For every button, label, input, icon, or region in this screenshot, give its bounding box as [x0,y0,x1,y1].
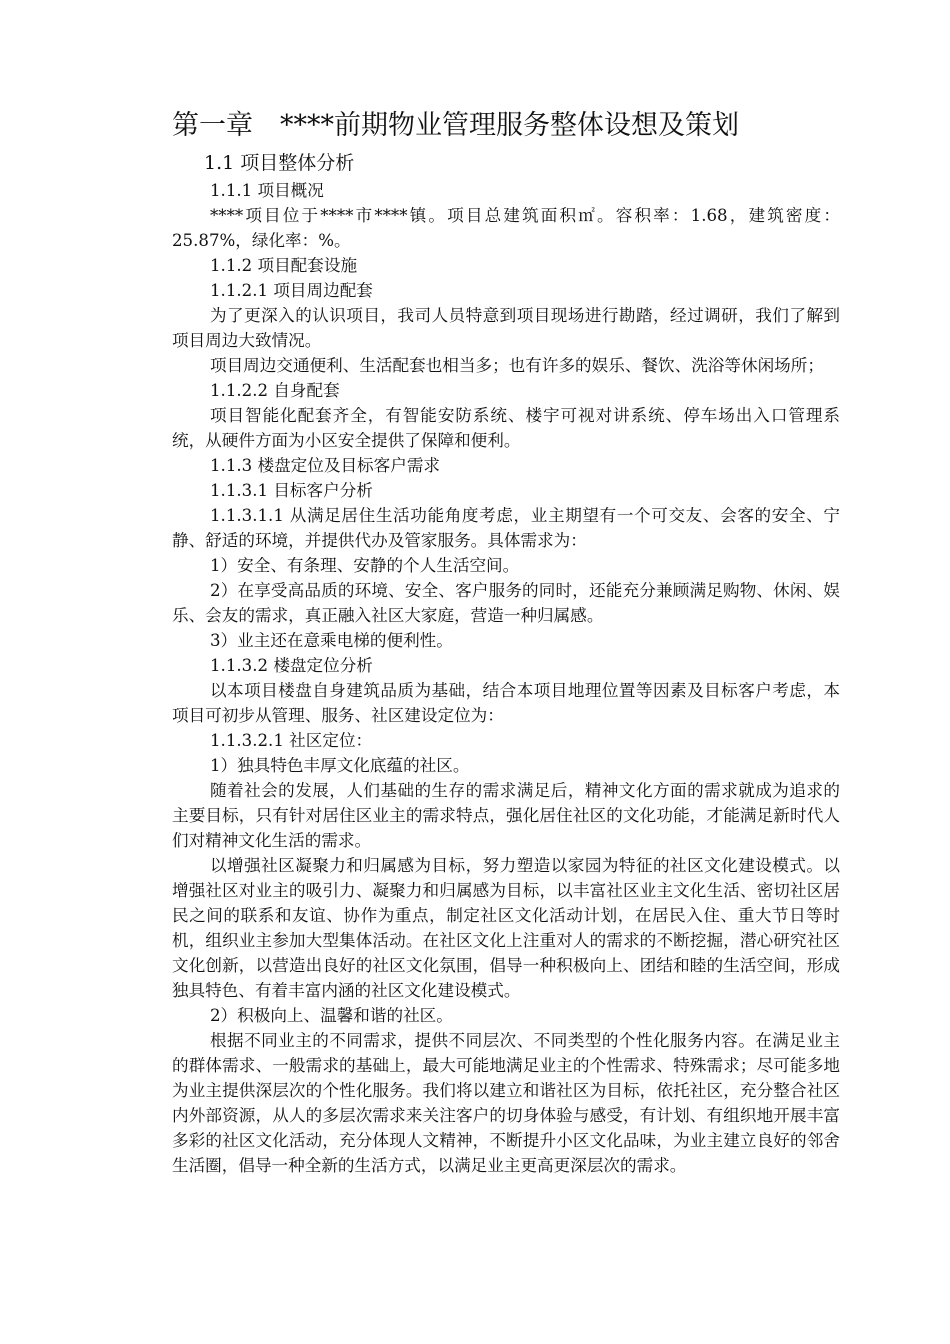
list-item-need-1: 1）安全、有条理、安静的个人生活空间。 [210,556,520,575]
chapter-title: 第一章 ****前期物业管理服务整体设想及策划 [172,110,739,141]
heading-1-1-3-1: 1.1.3.1 目标客户分析 [210,481,373,500]
paragraph-surroundings: 项目周边交通便利、生活配套也相当多；也有许多的娱乐、餐饮、洗浴等休闲场所； [210,356,824,375]
heading-1-1-2-2: 1.1.2.2 自身配套 [210,381,340,400]
list-item-positioning-1: 1）独具特色丰厚文化底蕴的社区。 [210,756,470,775]
list-item-need-2: 2）在享受高品质的环境、安全、客户服务的同时，还能充分兼顾满足购物、休闲、娱乐、会友的需求，真正融入社区大家庭，营造一种归属感。 [172,581,840,625]
heading-1-1-3-2-1: 1.1.3.2.1 社区定位： [210,731,373,750]
heading-1-1-3-2: 1.1.3.2 楼盘定位分析 [210,656,373,675]
heading-1-1-1: 1.1.1 项目概况 [210,181,324,200]
paragraph-site-survey: 为了更深入的认识项目，我司人员特意到项目现场进行勘踏，经过调研，我们了解到项目周边大致情况。 [172,306,840,350]
paragraph-harmonious-community: 根据不同业主的不同需求，提供不同层次、不同类型的个性化服务内容。在满足业主的群体需求、一般需求的基础上，最大可能地满足业主的个性需求、特殊需求；尽可能多地为业主提供深层次的个性化服务。我们将以建立和谐社区为目标，依托社区，充分整合社区内外部资源，从人的多层次需求来关注客户的切身体验与感受，有计划、有组织地开展丰富多彩的社区文化活动，充分体现人文精神，不断提升小区文化品味，为业主建立良好的邻舍生活圈，倡导一种全新的生活方式，以满足业主更高更深层次的需求。 [172,1031,840,1175]
paragraph-intelligent-facilities: 项目智能化配套齐全，有智能安防系统、楼宇可视对讲系统、停车场出入口管理系统，从硬件方面为小区安全提供了保障和便利。 [172,406,840,450]
paragraph-community-cohesion: 以增强社区凝聚力和归属感为目标，努力塑造以家园为特征的社区文化建设模式。以增强社区对业主的吸引力、凝聚力和归属感为目标，以丰富社区业主文化生活、密切社区居民之间的联系和友谊、协作为重点，制定社区文化活动计划，在居民入住、重大节日等时机，组织业主参加大型集体活动。在社区文化上注重对人的需求的不断挖掘，潜心研究社区文化创新，以营造出良好的社区文化氛围，倡导一种积极向上、团结和睦的生活空间，形成独具特色、有着丰富内涵的社区文化建设模式。 [172,856,840,1000]
paragraph-cultural-needs: 随着社会的发展，人们基础的生存的需求满足后，精神文化方面的需求就成为追求的主要目标，只有针对居住区业主的需求特点，强化居住社区的文化功能，才能满足新时代人们对精神文化生活的需求。 [172,781,840,850]
heading-1-1-3: 1.1.3 楼盘定位及目标客户需求 [210,456,441,475]
list-item-need-3: 3）业主还在意乘电梯的便利性。 [210,631,453,650]
paragraph-1-1-3-1-1: 1.1.3.1.1 从满足居住生活功能角度考虑，业主期望有一个可交友、会客的安全、宁静、舒适的环境，并提供代办及管家服务。具体需求为： [172,506,840,550]
paragraph-positioning: 以本项目楼盘自身建筑品质为基础，结合本项目地理位置等因素及目标客户考虑，本项目可初步从管理、服务、社区建设定位为： [172,681,840,725]
heading-1-1-2-1: 1.1.2.1 项目周边配套 [210,281,373,300]
document-page [172,104,840,1178]
list-item-positioning-2: 2）积极向上、温馨和谐的社区。 [210,1006,453,1025]
paragraph-project-overview: ****项目位于****市****镇。项目总建筑面积㎡。容积率：1.68，建筑密度：25.87%，绿化率：%。 [172,206,840,250]
heading-1-1-2: 1.1.2 项目配套设施 [210,256,358,275]
section-heading-1-1: 1.1 项目整体分析 [204,152,355,174]
